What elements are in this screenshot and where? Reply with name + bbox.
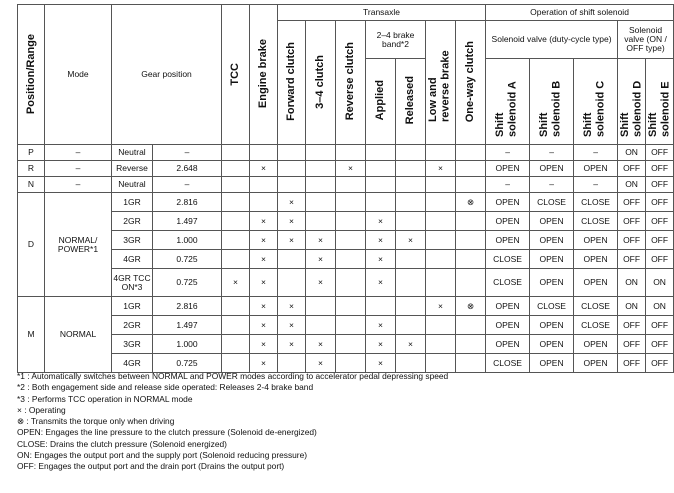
definition-close: CLOSE: Drains the clutch pressure (Solenoid energized) bbox=[17, 438, 227, 449]
table-row bbox=[18, 231, 674, 250]
cell-gear: 2GR bbox=[112, 316, 153, 335]
cell-sol-a: – bbox=[486, 145, 530, 161]
cell-low-reverse-brake bbox=[426, 193, 456, 212]
cell-gear: Reverse bbox=[112, 161, 153, 177]
cell-sol-a: OPEN bbox=[486, 212, 530, 231]
cell-engine-brake bbox=[250, 177, 278, 193]
cell-reverse-clutch bbox=[336, 335, 366, 354]
definition-off: OFF: Engages the output port and the drain port (Drains the output port) bbox=[17, 461, 285, 472]
cell-engine-brake: × bbox=[250, 231, 278, 250]
cell-reverse-clutch bbox=[336, 231, 366, 250]
header-one-way-clutch: One-way clutch bbox=[456, 21, 486, 145]
cell-reverse-clutch bbox=[336, 354, 366, 373]
cell-reverse-clutch bbox=[336, 316, 366, 335]
cell-ratio: 1.000 bbox=[153, 335, 222, 354]
cell-sol-d: OFF bbox=[618, 354, 646, 373]
cell-tcc bbox=[222, 231, 250, 250]
cell-forward-clutch bbox=[278, 250, 306, 269]
cell-reverse-clutch bbox=[336, 193, 366, 212]
cell-sol-d: OFF bbox=[618, 316, 646, 335]
cell-tcc bbox=[222, 250, 250, 269]
cell-sol-b: – bbox=[530, 177, 574, 193]
cell-sol-d: ON bbox=[618, 177, 646, 193]
cell-sol-e: OFF bbox=[646, 335, 674, 354]
cell-released bbox=[396, 161, 426, 177]
header-solenoid-onoff: Solenoid valve (ON / OFF type) bbox=[618, 21, 674, 59]
cell-applied bbox=[366, 177, 396, 193]
cell-tcc: × bbox=[222, 269, 250, 297]
cell-3-4-clutch bbox=[306, 145, 336, 161]
table-row bbox=[18, 145, 674, 161]
cell-sol-c: – bbox=[574, 145, 618, 161]
cell-ratio: 0.725 bbox=[153, 250, 222, 269]
cell-released bbox=[396, 145, 426, 161]
cell-applied: × bbox=[366, 250, 396, 269]
cell-sol-b: OPEN bbox=[530, 231, 574, 250]
cell-engine-brake: × bbox=[250, 297, 278, 316]
cell-sol-b: OPEN bbox=[530, 161, 574, 177]
cell-sol-e: OFF bbox=[646, 354, 674, 373]
cell-ratio: 0.725 bbox=[153, 354, 222, 373]
cell-position: P bbox=[18, 145, 45, 161]
cell-sol-b: – bbox=[530, 145, 574, 161]
cell-position: M bbox=[18, 297, 45, 373]
cell-sol-e: OFF bbox=[646, 231, 674, 250]
cell-reverse-clutch bbox=[336, 212, 366, 231]
cell-3-4-clutch bbox=[306, 177, 336, 193]
cell-3-4-clutch: × bbox=[306, 269, 336, 297]
cell-reverse-clutch: × bbox=[336, 161, 366, 177]
cell-gear: Neutral bbox=[112, 145, 153, 161]
cell-sol-e: OFF bbox=[646, 145, 674, 161]
cell-low-reverse-brake bbox=[426, 145, 456, 161]
table-row bbox=[18, 177, 674, 193]
table-row bbox=[18, 269, 674, 297]
cell-3-4-clutch: × bbox=[306, 231, 336, 250]
table-row bbox=[18, 161, 674, 177]
cell-sol-d: OFF bbox=[618, 250, 646, 269]
header-engine-brake: Engine brake bbox=[250, 5, 278, 145]
cell-sol-e: ON bbox=[646, 297, 674, 316]
cell-sol-c: OPEN bbox=[574, 335, 618, 354]
cell-forward-clutch: × bbox=[278, 316, 306, 335]
cell-applied bbox=[366, 145, 396, 161]
cell-3-4-clutch bbox=[306, 193, 336, 212]
cell-forward-clutch bbox=[278, 269, 306, 297]
cell-sol-d: OFF bbox=[618, 212, 646, 231]
cell-sol-d: ON bbox=[618, 297, 646, 316]
definition-on: ON: Engages the output port and the supply port (Solenoid reducing pressure) bbox=[17, 450, 308, 461]
cell-position: N bbox=[18, 177, 45, 193]
cell-engine-brake bbox=[250, 193, 278, 212]
cell-low-reverse-brake: × bbox=[426, 297, 456, 316]
cell-engine-brake: × bbox=[250, 250, 278, 269]
cell-engine-brake bbox=[250, 145, 278, 161]
cell-engine-brake: × bbox=[250, 354, 278, 373]
header-mode: Mode bbox=[45, 5, 112, 145]
cell-sol-c: OPEN bbox=[574, 354, 618, 373]
cell-reverse-clutch bbox=[336, 297, 366, 316]
cell-forward-clutch bbox=[278, 161, 306, 177]
cell-sol-e: OFF bbox=[646, 250, 674, 269]
cell-gear: 2GR bbox=[112, 212, 153, 231]
cell-sol-e: OFF bbox=[646, 177, 674, 193]
cell-low-reverse-brake: × bbox=[426, 161, 456, 177]
cell-released bbox=[396, 269, 426, 297]
cell-gear: Neutral bbox=[112, 177, 153, 193]
cell-sol-b: OPEN bbox=[530, 335, 574, 354]
cell-sol-a: – bbox=[486, 177, 530, 193]
cell-released bbox=[396, 193, 426, 212]
cell-applied: × bbox=[366, 231, 396, 250]
cell-mode: – bbox=[45, 145, 112, 161]
footnote-3: *3 : Performs TCC operation in NORMAL mode bbox=[17, 393, 193, 404]
cell-sol-c: OPEN bbox=[574, 250, 618, 269]
cell-tcc bbox=[222, 354, 250, 373]
cell-tcc bbox=[222, 177, 250, 193]
cell-sol-a: CLOSE bbox=[486, 354, 530, 373]
cell-mode: NORMAL/ POWER*1 bbox=[45, 193, 112, 297]
cell-tcc bbox=[222, 145, 250, 161]
table-row bbox=[18, 354, 674, 373]
cell-sol-d: ON bbox=[618, 269, 646, 297]
cell-applied bbox=[366, 193, 396, 212]
cell-sol-b: OPEN bbox=[530, 212, 574, 231]
cell-sol-d: OFF bbox=[618, 335, 646, 354]
cell-sol-e: OFF bbox=[646, 161, 674, 177]
cell-engine-brake: × bbox=[250, 316, 278, 335]
cell-released: × bbox=[396, 335, 426, 354]
cell-one-way-clutch: ⊗ bbox=[456, 193, 486, 212]
legend-torque-driving: ⊗ : Transmits the torque only when driving bbox=[17, 416, 175, 427]
cell-forward-clutch: × bbox=[278, 193, 306, 212]
header-3-4-clutch: 3–4 clutch bbox=[306, 21, 336, 145]
cell-ratio: 2.648 bbox=[153, 161, 222, 177]
header-2-4-brake-band: 2–4 brake band*2 bbox=[366, 21, 426, 59]
shift-operation-table bbox=[17, 4, 674, 373]
cell-applied: × bbox=[366, 316, 396, 335]
cell-sol-c: CLOSE bbox=[574, 212, 618, 231]
table-row bbox=[18, 250, 674, 269]
cell-sol-d: OFF bbox=[618, 161, 646, 177]
cell-3-4-clutch: × bbox=[306, 335, 336, 354]
cell-one-way-clutch bbox=[456, 335, 486, 354]
cell-applied: × bbox=[366, 354, 396, 373]
cell-ratio: 2.816 bbox=[153, 297, 222, 316]
cell-released bbox=[396, 177, 426, 193]
cell-tcc bbox=[222, 297, 250, 316]
cell-forward-clutch: × bbox=[278, 212, 306, 231]
cell-forward-clutch bbox=[278, 145, 306, 161]
cell-sol-d: OFF bbox=[618, 193, 646, 212]
cell-released: × bbox=[396, 231, 426, 250]
cell-mode: – bbox=[45, 177, 112, 193]
cell-tcc bbox=[222, 335, 250, 354]
cell-forward-clutch: × bbox=[278, 335, 306, 354]
cell-sol-d: ON bbox=[618, 145, 646, 161]
cell-sol-a: OPEN bbox=[486, 316, 530, 335]
header-low-reverse-brake: Low and reverse brake bbox=[426, 21, 456, 145]
header-reverse-clutch: Reverse clutch bbox=[336, 21, 366, 145]
cell-forward-clutch: × bbox=[278, 231, 306, 250]
cell-low-reverse-brake bbox=[426, 212, 456, 231]
cell-sol-c: OPEN bbox=[574, 161, 618, 177]
cell-sol-e: OFF bbox=[646, 316, 674, 335]
cell-tcc bbox=[222, 316, 250, 335]
cell-sol-a: CLOSE bbox=[486, 250, 530, 269]
cell-engine-brake: × bbox=[250, 212, 278, 231]
cell-sol-a: OPEN bbox=[486, 231, 530, 250]
cell-ratio: – bbox=[153, 177, 222, 193]
cell-mode: – bbox=[45, 161, 112, 177]
cell-gear: 1GR bbox=[112, 193, 153, 212]
cell-position: R bbox=[18, 161, 45, 177]
cell-one-way-clutch bbox=[456, 269, 486, 297]
cell-low-reverse-brake bbox=[426, 250, 456, 269]
header-solenoid-duty: Solenoid valve (duty-cycle type) bbox=[486, 21, 618, 59]
header-shift-solenoid-d: Shift solenoid D bbox=[618, 59, 646, 145]
cell-sol-b: OPEN bbox=[530, 316, 574, 335]
cell-sol-c: OPEN bbox=[574, 269, 618, 297]
cell-engine-brake: × bbox=[250, 335, 278, 354]
cell-ratio: 1.497 bbox=[153, 212, 222, 231]
cell-released bbox=[396, 316, 426, 335]
header-shift-solenoid-c: Shift solenoid C bbox=[574, 59, 618, 145]
cell-sol-c: CLOSE bbox=[574, 193, 618, 212]
cell-sol-b: OPEN bbox=[530, 250, 574, 269]
cell-3-4-clutch: × bbox=[306, 250, 336, 269]
cell-position: D bbox=[18, 193, 45, 297]
cell-sol-a: OPEN bbox=[486, 161, 530, 177]
cell-gear: 3GR bbox=[112, 231, 153, 250]
header-position-range: Position/Range bbox=[18, 5, 45, 145]
cell-gear: 4GR TCC ON*3 bbox=[112, 269, 153, 297]
cell-low-reverse-brake bbox=[426, 231, 456, 250]
cell-released bbox=[396, 212, 426, 231]
header-transaxle: Transaxle bbox=[278, 5, 486, 21]
cell-one-way-clutch bbox=[456, 316, 486, 335]
cell-tcc bbox=[222, 212, 250, 231]
cell-sol-d: OFF bbox=[618, 231, 646, 250]
table-row bbox=[18, 335, 674, 354]
cell-mode: NORMAL bbox=[45, 297, 112, 373]
cell-low-reverse-brake bbox=[426, 269, 456, 297]
cell-engine-brake: × bbox=[250, 161, 278, 177]
cell-gear: 4GR bbox=[112, 354, 153, 373]
cell-ratio: 1.497 bbox=[153, 316, 222, 335]
cell-3-4-clutch bbox=[306, 316, 336, 335]
footnotes bbox=[17, 371, 448, 473]
cell-one-way-clutch bbox=[456, 212, 486, 231]
cell-sol-c: CLOSE bbox=[574, 316, 618, 335]
cell-gear: 1GR bbox=[112, 297, 153, 316]
cell-sol-a: OPEN bbox=[486, 193, 530, 212]
cell-sol-b: CLOSE bbox=[530, 297, 574, 316]
cell-reverse-clutch bbox=[336, 269, 366, 297]
cell-one-way-clutch: ⊗ bbox=[456, 297, 486, 316]
cell-sol-e: OFF bbox=[646, 212, 674, 231]
table-row bbox=[18, 297, 674, 316]
header-released: Released bbox=[396, 59, 426, 145]
legend-operating: × : Operating bbox=[17, 404, 66, 415]
cell-sol-a: OPEN bbox=[486, 335, 530, 354]
cell-sol-e: OFF bbox=[646, 193, 674, 212]
cell-3-4-clutch bbox=[306, 212, 336, 231]
cell-sol-c: OPEN bbox=[574, 231, 618, 250]
cell-ratio: – bbox=[153, 145, 222, 161]
cell-engine-brake: × bbox=[250, 269, 278, 297]
header-operation-shift-solenoid: Operation of shift solenoid bbox=[486, 5, 674, 21]
cell-forward-clutch bbox=[278, 354, 306, 373]
definition-open: OPEN: Engages the line pressure to the clutch pressure (Solenoid de-energized) bbox=[17, 427, 317, 438]
cell-reverse-clutch bbox=[336, 177, 366, 193]
cell-3-4-clutch: × bbox=[306, 354, 336, 373]
cell-sol-b: CLOSE bbox=[530, 193, 574, 212]
cell-ratio: 2.816 bbox=[153, 193, 222, 212]
cell-forward-clutch: × bbox=[278, 297, 306, 316]
header-tcc: TCC bbox=[222, 5, 250, 145]
cell-one-way-clutch bbox=[456, 161, 486, 177]
cell-applied: × bbox=[366, 212, 396, 231]
cell-ratio: 0.725 bbox=[153, 269, 222, 297]
cell-3-4-clutch bbox=[306, 297, 336, 316]
cell-applied bbox=[366, 161, 396, 177]
header-forward-clutch: Forward clutch bbox=[278, 21, 306, 145]
table-row bbox=[18, 316, 674, 335]
header-shift-solenoid-b: Shift solenoid B bbox=[530, 59, 574, 145]
cell-low-reverse-brake bbox=[426, 354, 456, 373]
table-row bbox=[18, 212, 674, 231]
footnote-1: *1 : Automatically switches between NORMAL and POWER modes according to accelerator pedal depressing speed bbox=[17, 371, 449, 381]
cell-sol-a: OPEN bbox=[486, 297, 530, 316]
cell-one-way-clutch bbox=[456, 177, 486, 193]
cell-sol-c: CLOSE bbox=[574, 297, 618, 316]
cell-applied: × bbox=[366, 335, 396, 354]
cell-reverse-clutch bbox=[336, 145, 366, 161]
cell-tcc bbox=[222, 193, 250, 212]
cell-one-way-clutch bbox=[456, 231, 486, 250]
cell-released bbox=[396, 354, 426, 373]
cell-one-way-clutch bbox=[456, 354, 486, 373]
cell-sol-e: ON bbox=[646, 269, 674, 297]
cell-released bbox=[396, 297, 426, 316]
cell-forward-clutch bbox=[278, 177, 306, 193]
cell-one-way-clutch bbox=[456, 145, 486, 161]
cell-one-way-clutch bbox=[456, 250, 486, 269]
cell-gear: 3GR bbox=[112, 335, 153, 354]
header-gear-position: Gear position bbox=[112, 5, 222, 145]
cell-applied bbox=[366, 297, 396, 316]
header-applied: Applied bbox=[366, 59, 396, 145]
cell-released bbox=[396, 250, 426, 269]
cell-ratio: 1.000 bbox=[153, 231, 222, 250]
cell-sol-c: – bbox=[574, 177, 618, 193]
cell-applied: × bbox=[366, 269, 396, 297]
header-shift-solenoid-a: Shift solenoid A bbox=[486, 59, 530, 145]
cell-sol-b: OPEN bbox=[530, 269, 574, 297]
cell-low-reverse-brake bbox=[426, 335, 456, 354]
cell-3-4-clutch bbox=[306, 161, 336, 177]
cell-reverse-clutch bbox=[336, 250, 366, 269]
cell-low-reverse-brake bbox=[426, 316, 456, 335]
cell-low-reverse-brake bbox=[426, 177, 456, 193]
shift-operation-table-container bbox=[17, 4, 674, 373]
cell-sol-a: CLOSE bbox=[486, 269, 530, 297]
table-row bbox=[18, 193, 674, 212]
footnote-2: *2 : Both engagement side and release side operated: Releases 2-4 brake band bbox=[17, 382, 314, 393]
header-shift-solenoid-e: Shift solenoid E bbox=[646, 59, 674, 145]
cell-tcc bbox=[222, 161, 250, 177]
cell-sol-b: OPEN bbox=[530, 354, 574, 373]
cell-gear: 4GR bbox=[112, 250, 153, 269]
